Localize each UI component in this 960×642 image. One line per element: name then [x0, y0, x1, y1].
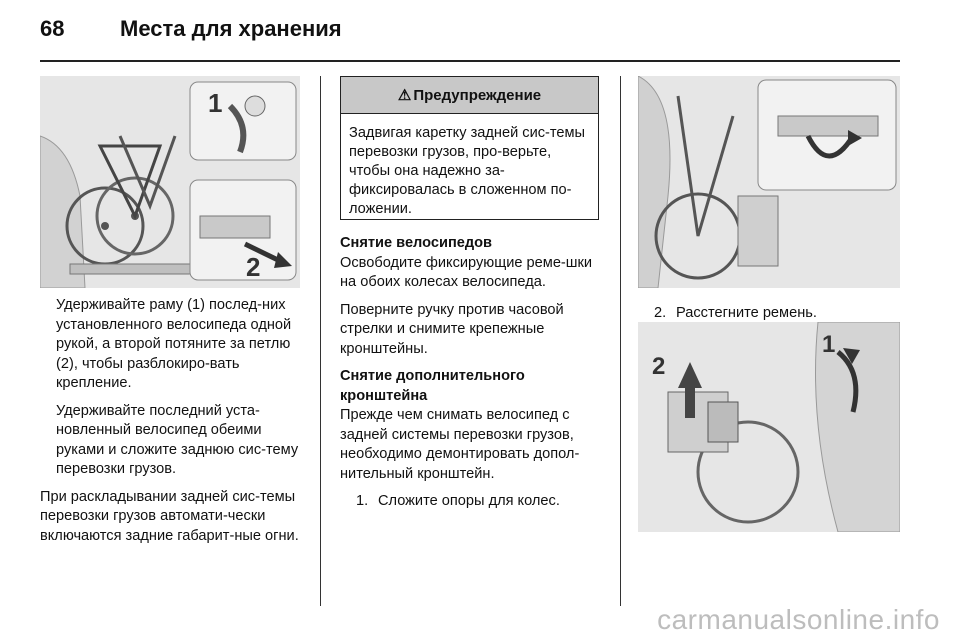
page-number: 68	[40, 16, 65, 41]
section-heading: Снятие дополнительного кронштейна	[340, 368, 525, 404]
list-number: 2.	[654, 305, 667, 321]
figure-strap-release	[638, 322, 900, 532]
list-item	[638, 304, 900, 324]
paragraph: Поверните ручку против часовой стрелки и снимите крепежные кронштейны.	[340, 301, 564, 357]
instruction-step: Удерживайте последний уста-новленный велосипед обеими руками и сложите заднюю сис-тему перевозки грузов.	[56, 402, 299, 477]
figure-wheel-supports	[638, 76, 900, 288]
warning-text: Задвигая каретку задней сис-темы перевозки грузов, про-верьте, чтобы она надежно за-фиксировалась в сложенном по-ложении.	[349, 125, 586, 217]
list-item	[340, 492, 602, 512]
list-number: 1.	[356, 493, 369, 509]
list-text: Сложите опоры для колес.	[378, 493, 560, 509]
warning-box	[340, 76, 599, 220]
column-1-text	[40, 296, 302, 554]
header-rule	[40, 60, 900, 62]
page-title: Места для хранения	[120, 16, 342, 41]
warning-header	[341, 77, 598, 114]
paragraph: Прежде чем снимать велосипед с задней системы перевозки грузов, необходимо демонтировать допол-нительный кронштейн.	[340, 407, 580, 482]
callout-2: 2	[652, 353, 666, 380]
list-text: Расстегните ремень.	[676, 305, 817, 321]
column-divider-1	[320, 76, 321, 606]
note-paragraph: При раскладывании задней сис-темы перевозки грузов автомати-чески включаются задние габарит-ные огни.	[40, 488, 299, 544]
instruction-step: Удерживайте раму (1) послед-них установленного велосипеда одной рукой, а второй потяните за петлю (2), чтобы разблокиро-вать крепление.	[56, 297, 292, 391]
column-2-text	[340, 234, 602, 520]
callout-1: 1	[822, 331, 836, 358]
figure-bike-carrier-unlock	[40, 76, 300, 288]
watermark: carmanualsonline.info	[657, 604, 940, 635]
column-divider-2	[620, 76, 621, 606]
callout-1: 1	[208, 88, 223, 118]
callout-2: 2	[246, 252, 261, 282]
section-heading: Снятие велосипедов	[340, 235, 493, 251]
paragraph: Освободите фиксирующие реме-шки на обоих колесах велосипеда.	[340, 254, 593, 290]
warning-title: Предупреждение	[413, 86, 542, 104]
warning-triangle-icon: ⚠	[397, 87, 412, 104]
